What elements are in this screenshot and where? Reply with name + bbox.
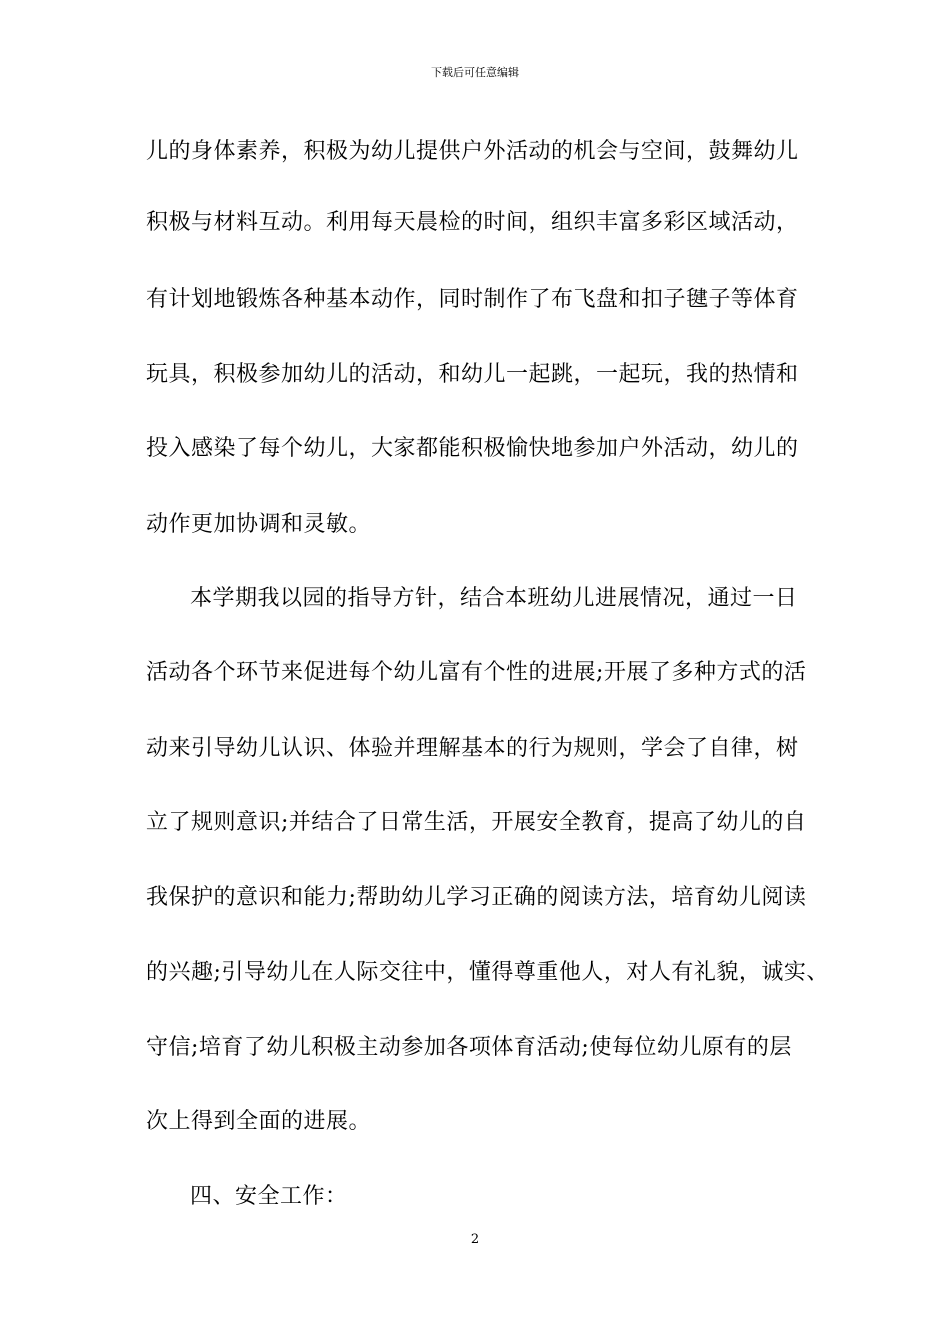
text-line: 儿的身体素养，积极为幼儿提供户外活动的机会与空间，鼓舞幼儿 <box>146 139 799 164</box>
text-line: 我保护的意识和能力;帮助幼儿学习正确的阅读方法，培育幼儿阅读 <box>146 885 807 910</box>
text-line: 玩具，积极参加幼儿的活动，和幼儿一起跳，一起玩，我的热情和 <box>146 362 799 387</box>
text-line: 有计划地锻炼各种基本动作，同时制作了布飞盘和扣子毽子等体育 <box>146 287 799 312</box>
section-heading: 四、安全工作： <box>190 1184 348 1209</box>
text-line: 次上得到全面的进展。 <box>146 1109 372 1134</box>
text-line: 动作更加协调和灵敏。 <box>146 512 372 537</box>
text-line: 的兴趣;引导幼儿在人际交往中，懂得尊重他人，对人有礼貌，诚实、 <box>146 960 829 985</box>
text-line: 守信;培育了幼儿积极主动参加各项体育活动;使每位幼儿原有的层 <box>146 1035 792 1060</box>
page-header-note: 下载后可任意编辑 <box>431 66 519 79</box>
text-line: 立了规则意识;并结合了日常生活，开展安全教育，提高了幼儿的自 <box>146 810 807 835</box>
text-line: 积极与材料互动。利用每天晨检的时间，组织丰富多彩区域活动， <box>146 210 799 235</box>
text-line: 动来引导幼儿认识、体验并理解基本的行为规则，学会了自律，树 <box>146 736 799 761</box>
text-line: 投入感染了每个幼儿，大家都能积极愉快地参加户外活动，幼儿的 <box>146 436 799 461</box>
page-number: 2 <box>470 1232 480 1247</box>
text-line: 活动各个环节来促进每个幼儿富有个性的进展;开展了多种方式的活 <box>146 660 807 685</box>
paragraph-first-line: 本学期我以园的指导方针，结合本班幼儿进展情况，通过一日 <box>190 586 798 611</box>
